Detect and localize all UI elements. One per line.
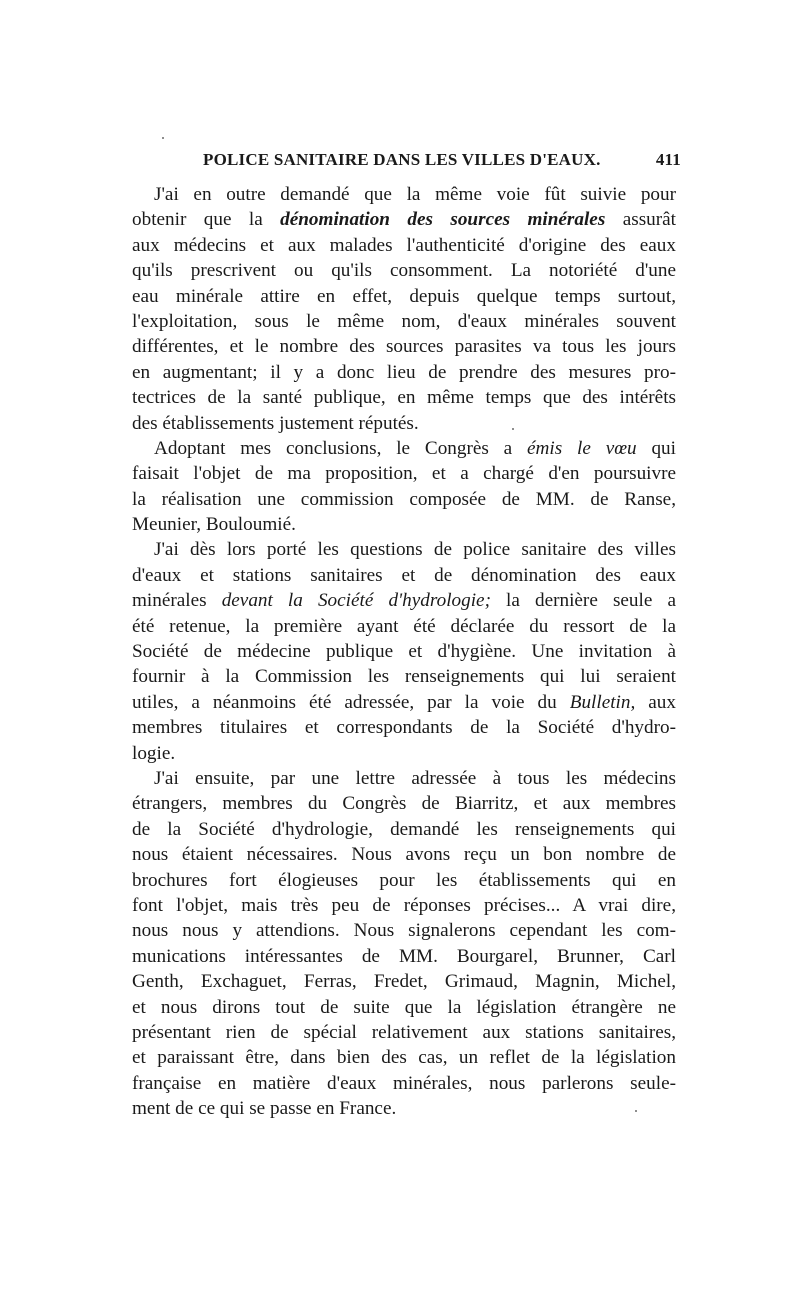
running-head-title: POLICE SANITAIRE DANS LES VILLES D'EAUX. [203,150,601,169]
text-run: utiles, a néanmoins été adressée, par la voie du [132,691,570,713]
text-line [132,207,676,232]
text-line [132,436,676,461]
ink-speck [512,428,514,430]
text-line: faisait l'objet de ma proposition, et a chargé d'en poursuivre [132,463,676,485]
text-line: qu'ils prescrivent ou qu'ils consomment. La notoriété d'une [132,260,676,282]
text-line: J'ai en outre demandé que la même voie fût suivie pour [154,184,676,205]
text-line: ment de ce qui se passe en France. [132,1098,397,1120]
text-line: eau minérale attire en effet, depuis quelque temps surtout, [132,285,676,307]
ink-speck [162,137,164,139]
text-line: munications intéressantes de MM. Bourgarel, Brunner, Carl [132,945,676,967]
text-line: logie. [132,742,176,764]
text-line: l'exploitation, sous le même nom, d'eaux minérales souvent [132,310,676,332]
text-line: J'ai ensuite, par une lettre adressée à tous les médecins [154,767,676,789]
text-line: J'ai dès lors porté les questions de police sanitaire des villes [154,539,676,561]
text-line: et paraissant être, dans bien des cas, un reflet de la législation [132,1047,676,1069]
paragraph [132,436,676,538]
text-run: qui [636,437,676,459]
text-line: été retenue, la première ayant été déclarée du ressort de la [132,615,676,637]
emphasis-run: Bulletin, [569,691,636,713]
text-line: étrangers, membres du Congrès de Biarritz, et aux membres [132,793,676,815]
text-run: obtenir que la [132,209,281,231]
text-run: assurât [605,209,676,231]
body-text [132,182,676,1121]
emphasis-run: dénomination des sources minérales [280,209,606,231]
text-run: Adoptant mes conclusions, le Congrès a [154,437,528,459]
text-line: et nous dirons tout de suite que la législation étrangère ne [132,996,676,1018]
text-line: d'eaux et stations sanitaires et de dénomination des eaux [132,564,676,586]
text-line [132,588,676,613]
text-line: présentant rien de spécial relativement aux stations sanitaires, [132,1021,676,1043]
page-number: 411 [655,150,681,169]
text-line: différentes, et le nombre des sources parasites va tous les jours [132,336,676,358]
text-line: fournir à la Commission les renseignements qui lui seraient [132,666,676,688]
emphasis-run: émis le vœu [527,437,637,459]
emphasis-run: devant la Société d'hydrologie; [221,590,491,612]
text-run: aux [635,691,676,713]
text-line: membres titulaires et correspondants de la Société d'hydro- [132,717,676,739]
paragraph [132,182,676,436]
text-line: Genth, Exchaguet, Ferras, Fredet, Grimaud, Magnin, Michel, [132,971,676,993]
text-line: tectrices de la santé publique, en même temps que des intérêts [132,387,676,409]
text-line: aux médecins et aux malades l'authenticité d'origine des eaux [132,234,676,256]
paragraph [132,537,676,766]
ink-speck [635,1110,637,1112]
text-line: française en matière d'eaux minérales, nous parlerons seule- [132,1072,676,1094]
text-line: font l'objet, mais très peu de réponses précises... A vrai dire, [132,894,676,916]
text-line: Société de médecine publique et d'hygiène. Une invitation à [132,641,676,663]
text-line [132,690,676,715]
text-line: nous étaient nécessaires. Nous avons reçu un bon nombre de [132,844,676,866]
text-line: la réalisation une commission composée de MM. de Ranse, [132,488,676,510]
text-line: nous nous y attendions. Nous signalerons cependant les com- [132,920,676,942]
text-line: de la Société d'hydrologie, demandé les renseignements qui [132,818,676,840]
paragraph [132,766,676,1121]
text-run: la dernière seule a [490,590,676,612]
running-head [203,150,681,174]
text-line: en augmentant; il y a donc lieu de prendre des mesures pro- [132,361,676,383]
text-line: des établissements justement réputés. [132,412,419,434]
text-line: Meunier, Bouloumié. [132,514,296,536]
text-run: minérales [132,590,222,612]
text-line: brochures fort élogieuses pour les établissements qui en [132,869,676,891]
